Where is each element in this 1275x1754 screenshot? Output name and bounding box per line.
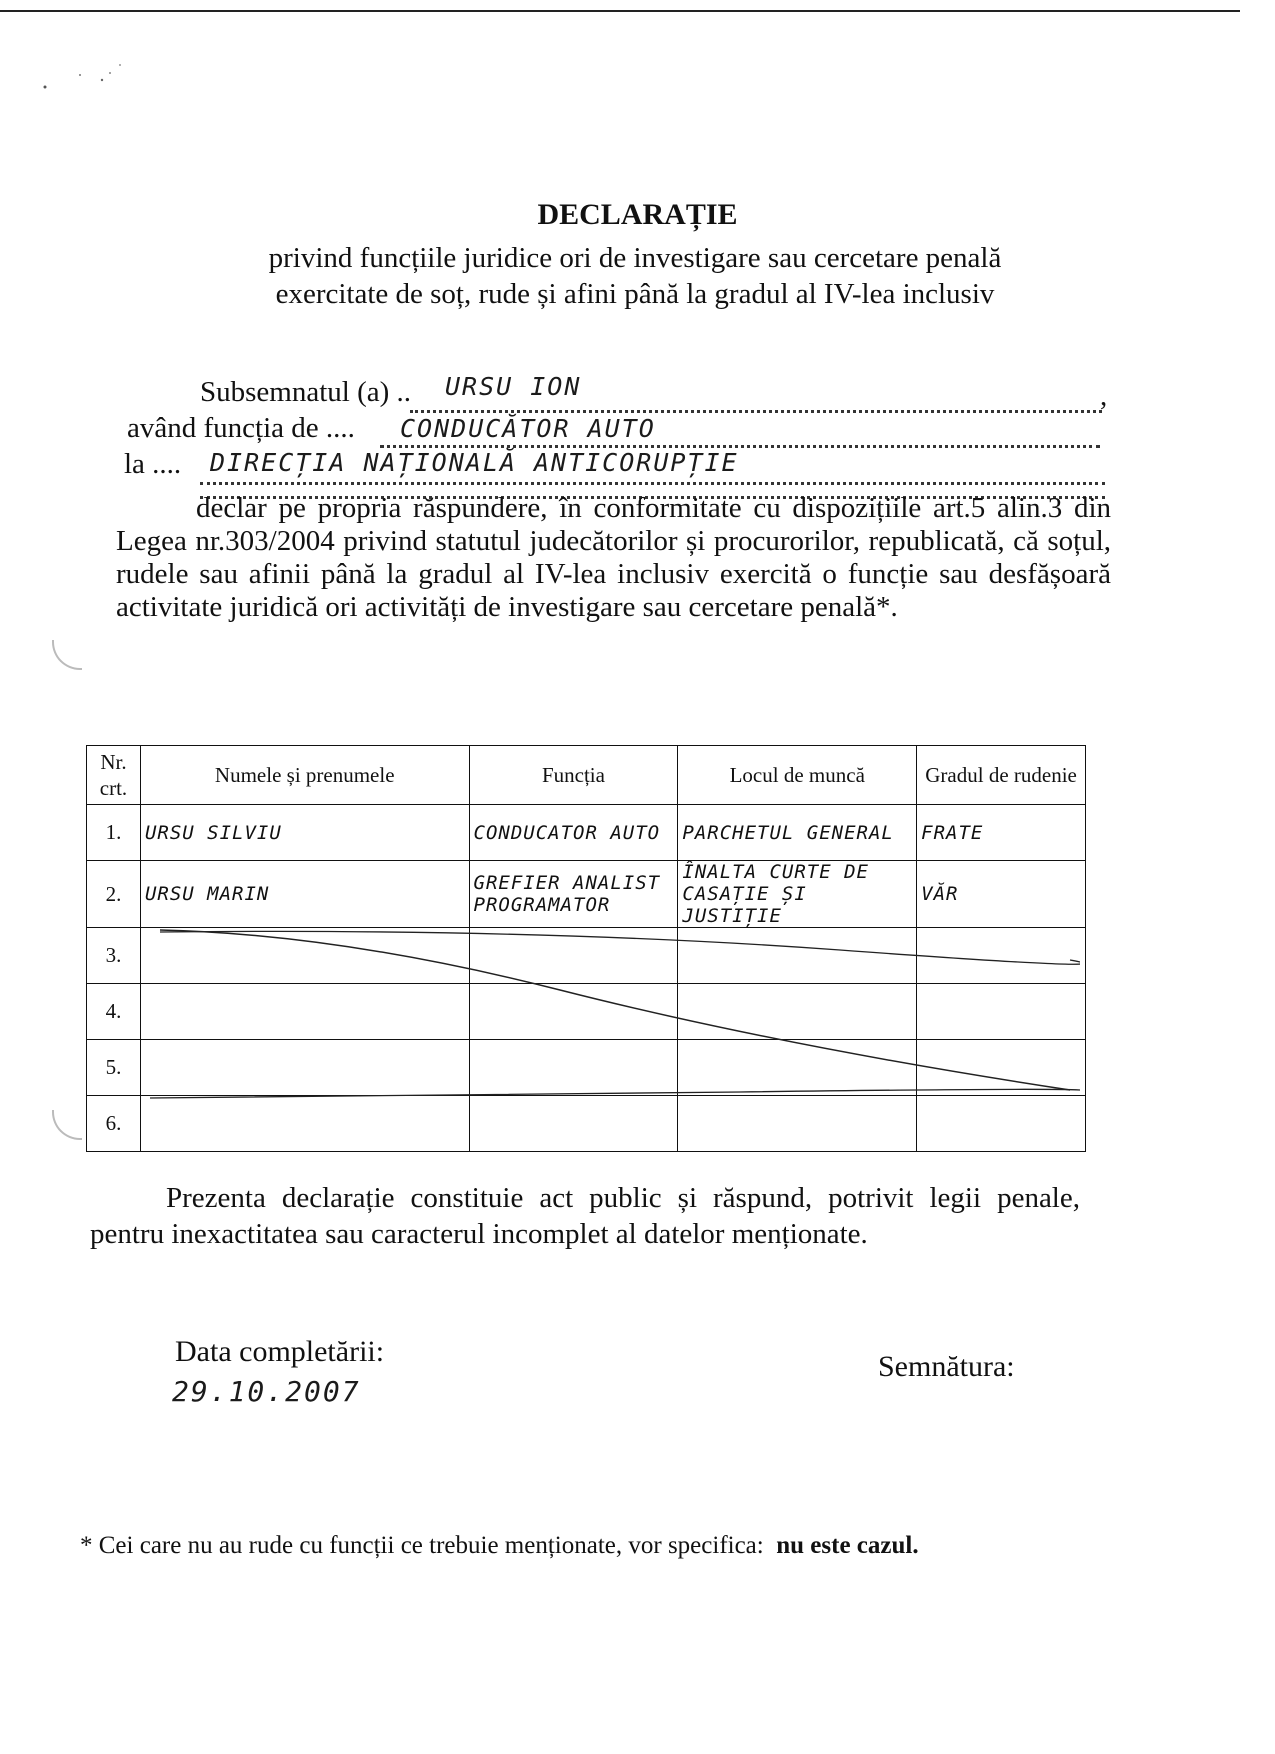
row-nr: 2. <box>87 861 141 928</box>
table-header-row <box>87 746 1086 805</box>
header-name: Numele și prenumele <box>140 746 469 805</box>
function-value: CONDUCĂTOR AUTO <box>400 414 656 443</box>
closing-statement <box>90 1180 1080 1252</box>
footnote <box>80 1532 919 1560</box>
function-label: având funcția de .... <box>127 412 355 444</box>
row-degree <box>917 1096 1086 1152</box>
declaration-statement-text: declar pe propria răspundere, în conformitate cu dispozițiile art.5 alin.3 din Legea nr.303/2004 privind statutul judecătorilor și procurorilor, republicată, că soțul, rudele sau afinii până la gradul al IV-lea inclusiv exercită o funcție sau desfășoară activitate juridică ori activități de investigare sau cercetare penală*. <box>116 492 1111 623</box>
table-row <box>87 861 1086 928</box>
row-degree: FRATE <box>917 805 1086 861</box>
row-degree: VĂR <box>917 861 1086 928</box>
row-workplace: PARCHETUL GENERAL <box>678 805 917 861</box>
header-nr: Nr. crt. <box>87 746 141 805</box>
document-title: DECLARAȚIE <box>537 198 738 231</box>
header-function: Funcția <box>469 746 678 805</box>
date-value: 29.10.2007 <box>172 1375 361 1408</box>
document-subtitle-line2: exercitate de soț, rude și afini până la gradul al IV-lea inclusiv <box>275 278 995 310</box>
declaration-statement <box>116 492 1111 624</box>
handwritten-strike-lines <box>140 920 1080 1100</box>
row-function: CONDUCATOR AUTO <box>469 805 678 861</box>
row-name <box>140 1096 469 1152</box>
header-degree: Gradul de rudenie <box>917 746 1086 805</box>
row-nr: 5. <box>87 1040 141 1096</box>
table-row <box>87 805 1086 861</box>
employer-value: DIRECȚIA NAȚIONALĂ ANTICORUPȚIE <box>210 448 739 477</box>
row-name: URSU MARIN <box>140 861 469 928</box>
table-row <box>87 1096 1086 1152</box>
document-subtitle-line1: privind funcțiile juridice ori de investigare sau cercetare penală <box>268 242 1002 274</box>
footnote-text: * Cei care nu au rude cu funcții ce trebuie menționate, vor specifica: <box>80 1532 764 1559</box>
header-workplace: Locul de muncă <box>678 746 917 805</box>
name-line-end: , <box>1100 380 1108 412</box>
scan-specks <box>40 55 150 105</box>
row-nr: 4. <box>87 984 141 1040</box>
date-label: Data completării: <box>175 1335 385 1368</box>
footnote-bold: nu este cazul. <box>776 1532 919 1559</box>
name-label: Subsemnatul (a) .. <box>200 376 412 408</box>
row-nr: 1. <box>87 805 141 861</box>
row-nr: 3. <box>87 928 141 984</box>
name-value: URSU ION <box>445 372 582 401</box>
employer-dotted-line <box>200 482 1105 485</box>
row-function: GREFIER ANALIST PROGRAMATOR <box>469 861 678 928</box>
signature-label: Semnătura: <box>878 1350 1015 1383</box>
closing-statement-text: Prezenta declarație constituie act public și răspund, potrivit legii penale, pentru inexactitatea sau caracterul incomplet al datelor menționate. <box>90 1182 1080 1250</box>
name-dotted-line <box>410 410 1102 413</box>
row-workplace <box>678 1096 917 1152</box>
row-name: URSU SILVIU <box>140 805 469 861</box>
scan-edge-mark <box>52 640 82 670</box>
row-function <box>469 1096 678 1152</box>
scan-edge-mark <box>52 1110 82 1140</box>
row-workplace: ÎNALTA CURTE DE CASAȚIE ȘI JUSTIȚIE <box>678 861 917 928</box>
top-border-line <box>0 10 1240 12</box>
row-nr: 6. <box>87 1096 141 1152</box>
employer-label: la .... <box>124 448 182 480</box>
